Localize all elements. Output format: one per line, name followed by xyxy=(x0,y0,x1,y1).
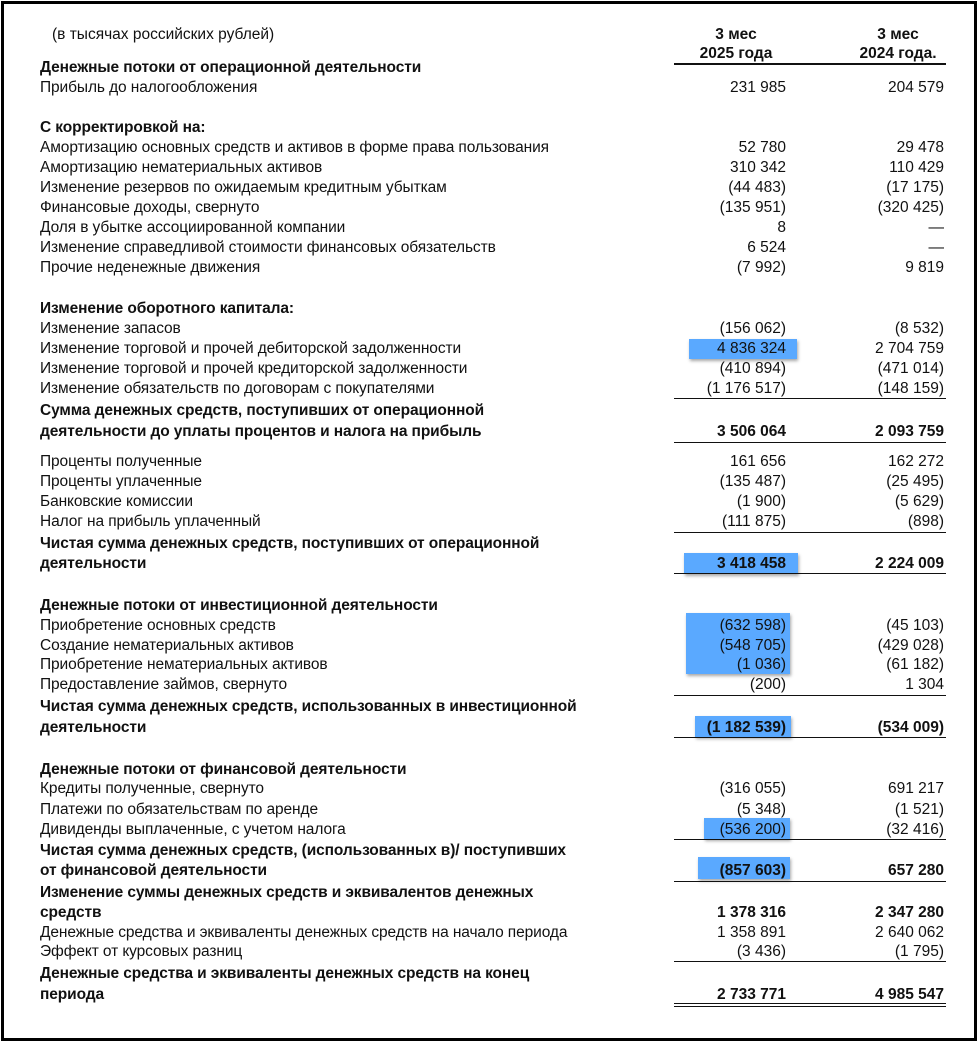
net-change-row xyxy=(0,903,978,923)
value-2025: 4 836 324 xyxy=(717,340,786,357)
subtotal-row xyxy=(0,422,978,442)
col1-header-line2: 2025 года xyxy=(699,45,773,62)
row-label: Изменение оборотного капитала: xyxy=(40,300,294,317)
value-2024: 1 304 xyxy=(905,676,944,693)
table-row xyxy=(0,800,978,820)
value-2025: (111 875) xyxy=(721,513,786,530)
value-2025: (1 036) xyxy=(736,656,786,673)
total-row-financing xyxy=(0,861,978,881)
row-label: Предоставление займов, свернуто xyxy=(40,676,288,693)
value-2025: (44 483) xyxy=(728,179,786,196)
value-2025: (1 900) xyxy=(736,493,786,510)
row-label: Прибыль до налогообложения xyxy=(40,79,258,96)
subtotal-label-line1 xyxy=(0,401,978,421)
row-label: Изменение запасов xyxy=(40,320,181,337)
row-label: Доля в убытке ассоциированной компании xyxy=(40,219,346,236)
row-label: С корректировкой на: xyxy=(40,119,206,136)
closing-balance-row xyxy=(0,985,978,1005)
value-2024: (8 532) xyxy=(894,320,944,337)
row-label: Платежи по обязательствам по аренде xyxy=(40,801,318,818)
value-2024: — xyxy=(928,239,944,256)
table-row xyxy=(0,178,978,198)
table-row xyxy=(0,820,978,840)
total-label-line1 xyxy=(0,841,978,861)
value-2024: 162 272 xyxy=(887,453,944,470)
value-2025: 231 985 xyxy=(729,79,786,96)
table-row xyxy=(0,78,978,98)
table-row xyxy=(0,779,978,799)
value-2025: (548 705) xyxy=(719,637,786,654)
value-2025: (632 598) xyxy=(719,617,786,634)
total-label-line1 xyxy=(0,534,978,554)
double-total-rule xyxy=(674,1003,946,1007)
value-2024: (148 159) xyxy=(877,380,944,397)
table-row xyxy=(0,158,978,178)
value-2025: 310 342 xyxy=(729,159,786,176)
value-2024: (471 014) xyxy=(877,360,944,377)
value-2025: (1 182 539) xyxy=(706,719,786,736)
value-2025: (7 992) xyxy=(736,259,786,276)
row-label: Изменение обязательств по договорам с покупателями xyxy=(40,380,435,397)
value-2025: 2 733 771 xyxy=(717,986,786,1003)
units-label: (в тысячах российских рублей) xyxy=(52,26,275,43)
value-2024: (320 425) xyxy=(877,199,944,216)
value-2025: 3 418 458 xyxy=(717,555,786,572)
value-2024: 2 093 759 xyxy=(875,423,944,440)
subtotal-rule xyxy=(674,737,946,738)
subtotal-rule xyxy=(674,881,946,882)
value-2025: (5 348) xyxy=(736,801,786,818)
value-2024: (61 182) xyxy=(886,656,944,673)
value-2024: (898) xyxy=(907,513,944,530)
table-row xyxy=(0,198,978,218)
table-row xyxy=(0,675,978,695)
subtotal-rule xyxy=(674,532,946,533)
row-label: деятельности xyxy=(40,719,147,736)
value-2025: (135 487) xyxy=(719,473,786,490)
row-label: Чистая сумма денежных средств, (использованных в)/ поступивших xyxy=(40,842,566,859)
table-row xyxy=(0,616,978,636)
value-2024: (25 495) xyxy=(886,473,944,490)
section-heading-working-capital xyxy=(0,299,978,319)
value-2025: (156 062) xyxy=(719,320,786,337)
row-label: Чистая сумма денежных средств, поступивших от операционной xyxy=(40,535,540,552)
table-row xyxy=(0,512,978,532)
row-label: деятельности xyxy=(40,555,147,572)
row-label: Приобретение основных средств xyxy=(40,617,276,634)
value-2025: 161 656 xyxy=(729,453,786,470)
subtotal-rule xyxy=(674,839,946,840)
table-row xyxy=(0,942,978,962)
total-row-operating xyxy=(0,554,978,574)
row-label: Изменение резервов по ожидаемым кредитным убыткам xyxy=(40,179,447,196)
value-2025: (135 951) xyxy=(719,199,786,216)
value-2024: (534 009) xyxy=(877,719,944,736)
section-heading-investing xyxy=(0,596,978,616)
value-2024: (45 103) xyxy=(886,617,944,634)
subtotal-rule xyxy=(674,961,946,962)
table-row xyxy=(0,923,978,943)
closing-label-line1 xyxy=(0,964,978,984)
row-label: Приобретение нематериальных активов xyxy=(40,656,328,673)
row-label: Амортизацию основных средств и активов в форме права пользования xyxy=(40,139,549,156)
value-2025: (1 176 517) xyxy=(706,380,786,397)
value-2025: 1 378 316 xyxy=(717,904,786,921)
total-label-line1 xyxy=(0,697,978,717)
value-2024: (429 028) xyxy=(877,637,944,654)
table-row xyxy=(0,339,978,359)
value-2024: 9 819 xyxy=(905,259,944,276)
row-label: Налог на прибыль уплаченный xyxy=(40,513,261,530)
row-label: Эффект от курсовых разниц xyxy=(40,943,243,960)
row-label: Чистая сумма денежных средств, использованных в инвестиционной xyxy=(40,698,577,715)
col1-header-line1: 3 мес xyxy=(715,26,757,43)
row-label: от финансовой деятельности xyxy=(40,862,267,879)
value-2024: 204 579 xyxy=(887,79,944,96)
value-2025: (3 436) xyxy=(736,943,786,960)
table-row xyxy=(0,319,978,339)
value-2024: — xyxy=(928,219,944,236)
value-2024: 2 347 280 xyxy=(875,904,944,921)
net-change-label-line1 xyxy=(0,883,978,903)
value-2024: (17 175) xyxy=(886,179,944,196)
value-2025: (200) xyxy=(749,676,786,693)
row-label: периода xyxy=(40,986,105,1003)
value-2025: (857 603) xyxy=(719,862,786,879)
value-2025: 52 780 xyxy=(738,139,786,156)
value-2024: (1 795) xyxy=(894,943,944,960)
row-label: Проценты уплаченные xyxy=(40,473,202,490)
section-heading-operating xyxy=(0,58,978,78)
col2-header-line1: 3 мес xyxy=(877,26,919,43)
subtotal-rule xyxy=(674,398,946,399)
table-row xyxy=(0,492,978,512)
table-row xyxy=(0,258,978,278)
value-2025: 8 xyxy=(777,219,786,236)
value-2024: (1 521) xyxy=(894,801,944,818)
table-row xyxy=(0,138,978,158)
table-row xyxy=(0,636,978,656)
row-label: Изменение торговой и прочей кредиторской задолженности xyxy=(40,360,468,377)
value-2025: (410 894) xyxy=(719,360,786,377)
total-row-investing xyxy=(0,718,978,738)
row-label: Денежные средства и эквиваленты денежных средств на конец xyxy=(40,965,530,982)
row-label: Прочие неденежные движения xyxy=(40,259,261,276)
row-label: Финансовые доходы, свернуто xyxy=(40,199,260,216)
subtotal-rule xyxy=(674,573,946,574)
row-label: деятельности до уплаты процентов и налога на прибыль xyxy=(40,423,482,440)
row-label: Амортизацию нематериальных активов xyxy=(40,159,323,176)
subtotal-rule xyxy=(674,695,946,696)
row-label: Создание нематериальных активов xyxy=(40,637,294,654)
row-label: Проценты полученные xyxy=(40,453,202,470)
row-label: Банковские комиссии xyxy=(40,493,193,510)
table-row xyxy=(0,655,978,675)
value-2024: (32 416) xyxy=(886,821,944,838)
row-label: Изменение справедливой стоимости финансовых обязательств xyxy=(40,239,496,256)
value-2024: 2 640 062 xyxy=(875,924,944,941)
value-2025: (316 055) xyxy=(719,780,786,797)
value-2024: 691 217 xyxy=(887,780,944,797)
table-row xyxy=(0,218,978,238)
table-row xyxy=(0,359,978,379)
col2-header-line2: 2024 года. xyxy=(859,45,937,62)
row-label: Дивиденды выплаченные, с учетом налога xyxy=(40,821,346,838)
table-row xyxy=(0,238,978,258)
section-heading-adjustments xyxy=(0,118,978,138)
value-2024: 29 478 xyxy=(896,139,944,156)
table-row xyxy=(0,379,978,399)
row-label: Денежные потоки от операционной деятельности xyxy=(40,59,422,76)
section-heading-financing xyxy=(0,760,978,780)
value-2025: 1 358 891 xyxy=(717,924,786,941)
row-label: Денежные потоки от финансовой деятельности xyxy=(40,761,407,778)
value-2024: 2 224 009 xyxy=(875,555,944,572)
row-label: Сумма денежных средств, поступивших от операционной xyxy=(40,402,485,419)
row-label: средств xyxy=(40,904,102,921)
row-label: Денежные потоки от инвестиционной деятельности xyxy=(40,597,438,614)
value-2024: (5 629) xyxy=(894,493,944,510)
row-label: Кредиты полученные, свернуто xyxy=(40,780,264,797)
value-2024: 2 704 759 xyxy=(875,340,944,357)
table-row xyxy=(0,452,978,472)
value-2024: 110 429 xyxy=(889,159,944,176)
value-2024: 657 280 xyxy=(887,862,944,879)
value-2024: 4 985 547 xyxy=(875,986,944,1003)
row-label: Изменение суммы денежных средств и эквивалентов денежных xyxy=(40,884,534,901)
value-2025: 6 524 xyxy=(747,239,786,256)
table-row xyxy=(0,472,978,492)
value-2025: 3 506 064 xyxy=(717,423,786,440)
subtotal-rule xyxy=(674,442,946,443)
value-2025: (536 200) xyxy=(719,821,786,838)
row-label: Изменение торговой и прочей дебиторской задолженности xyxy=(40,340,462,357)
row-label: Денежные средства и эквиваленты денежных средств на начало периода xyxy=(40,924,568,941)
